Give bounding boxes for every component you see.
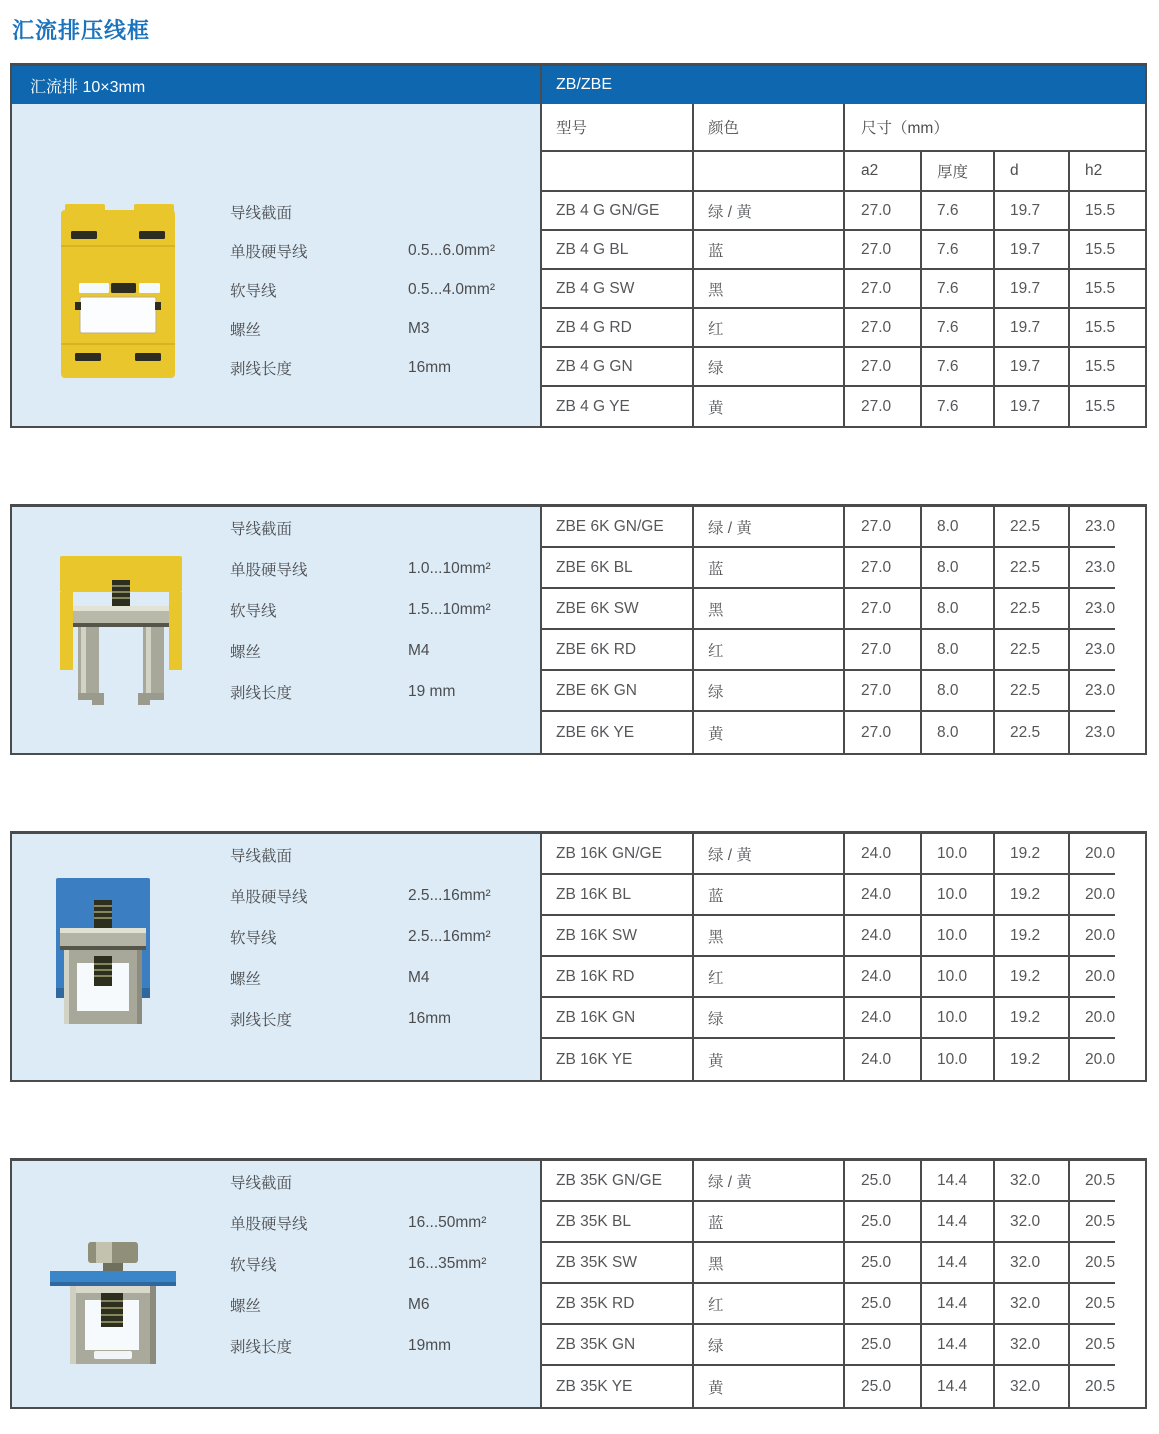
- d-cell: 19.2: [995, 834, 1070, 873]
- blue-cap-metal-clamp-photo: [50, 876, 156, 1034]
- spec-value: 19mm: [408, 1336, 452, 1354]
- spec-row: [230, 589, 532, 630]
- d-cell: 19.7: [995, 270, 1070, 307]
- d-cell: 22.5: [995, 671, 1070, 710]
- d-cell: 22.5: [995, 630, 1070, 669]
- h2-cell: 23.0: [1085, 640, 1116, 658]
- h2-cell: 15.5: [1085, 357, 1116, 375]
- thickness-cell: 7.6: [922, 192, 995, 229]
- thickness-cell: 10.0: [922, 834, 995, 873]
- thickness-cell: 14.4: [922, 1325, 995, 1364]
- color-cell: 蓝: [694, 1202, 845, 1241]
- model-cell: ZB 35K BL: [542, 1202, 694, 1241]
- d-cell: 19.7: [995, 192, 1070, 229]
- spec-value: 19 mm: [408, 682, 456, 700]
- d-cell: 32.0: [995, 1161, 1070, 1200]
- h2-cell: 15.5: [1085, 201, 1116, 219]
- model-cell: ZB 4 G YE: [542, 387, 694, 426]
- a2-cell: 27.0: [845, 548, 922, 587]
- spec-row: [230, 630, 532, 671]
- spec-row: [230, 1202, 532, 1243]
- page-title: 汇流排压线框: [12, 18, 151, 43]
- spec-label: 剥线长度: [230, 1011, 293, 1029]
- model-cell: ZB 16K GN/GE: [542, 834, 694, 873]
- d-cell: 19.7: [995, 348, 1070, 385]
- spec-value: M4: [408, 968, 430, 986]
- a2-cell: 25.0: [845, 1161, 922, 1200]
- a2-cell: 25.0: [845, 1366, 922, 1407]
- series-label: ZB/ZBE: [556, 76, 613, 93]
- color-cell: 黄: [694, 1366, 845, 1407]
- col-header-dimensions: 尺寸（mm）: [861, 120, 949, 137]
- data-rows: [542, 192, 1145, 426]
- spec-label: 软导线: [230, 1256, 277, 1274]
- thickness-cell: 8.0: [922, 671, 995, 710]
- data-rows: [542, 1161, 1115, 1407]
- table-row: [542, 1366, 1115, 1407]
- color-cell: 黄: [694, 1039, 845, 1080]
- table-row: [542, 1325, 1115, 1366]
- spec-list: [230, 834, 532, 1039]
- a2-cell: 27.0: [845, 712, 922, 753]
- color-cell: 蓝: [694, 548, 845, 587]
- d-cell: 19.7: [995, 309, 1070, 346]
- d-cell: 32.0: [995, 1284, 1070, 1323]
- model-cell: ZBE 6K SW: [542, 589, 694, 628]
- col-header-a2: a2: [845, 152, 922, 190]
- a2-cell: 25.0: [845, 1325, 922, 1364]
- h2-cell: 20.5: [1085, 1212, 1116, 1230]
- spec-value: 16...50mm²: [408, 1213, 487, 1231]
- spec-label: 软导线: [230, 282, 277, 300]
- color-cell: 红: [694, 1284, 845, 1323]
- color-cell: 绿: [694, 671, 845, 710]
- empty-cell: [694, 152, 845, 190]
- spec-list: [230, 192, 532, 387]
- a2-cell: 25.0: [845, 1284, 922, 1323]
- thickness-cell: 8.0: [922, 589, 995, 628]
- color-cell: 黑: [694, 1243, 845, 1282]
- model-cell: ZB 16K GN: [542, 998, 694, 1037]
- d-cell: 32.0: [995, 1325, 1070, 1364]
- model-cell: ZB 4 G SW: [542, 270, 694, 307]
- color-cell: 绿: [694, 998, 845, 1037]
- thickness-cell: 7.6: [922, 309, 995, 346]
- thickness-cell: 8.0: [922, 548, 995, 587]
- color-cell: 绿: [694, 1325, 845, 1364]
- spec-value: M3: [408, 319, 430, 337]
- model-cell: ZB 35K RD: [542, 1284, 694, 1323]
- table-row: [542, 1039, 1115, 1080]
- bolt-blue-plate-clamp-photo: [48, 1237, 178, 1379]
- model-cell: ZB 16K SW: [542, 916, 694, 955]
- spec-value: M6: [408, 1295, 430, 1313]
- model-cell: ZB 4 G RD: [542, 309, 694, 346]
- spec-row: [230, 1284, 532, 1325]
- color-cell: 黑: [694, 270, 845, 307]
- spec-label: 螺丝: [230, 970, 262, 988]
- spec-row: [230, 192, 532, 231]
- a2-cell: 27.0: [845, 387, 922, 426]
- spec-row: [230, 548, 532, 589]
- h2-cell: 20.5: [1085, 1377, 1116, 1395]
- a2-cell: 24.0: [845, 957, 922, 996]
- a2-cell: 24.0: [845, 916, 922, 955]
- d-cell: 19.2: [995, 957, 1070, 996]
- model-cell: ZBE 6K YE: [542, 712, 694, 753]
- h2-cell: 20.0: [1085, 1050, 1116, 1068]
- a2-cell: 27.0: [845, 270, 922, 307]
- model-cell: ZB 4 G GN/GE: [542, 192, 694, 229]
- model-cell: ZB 4 G BL: [542, 231, 694, 268]
- table-row: [542, 712, 1115, 753]
- spec-value: 1.5...10mm²: [408, 600, 491, 618]
- yellow-cap-metal-clamp-photo: [58, 552, 184, 718]
- spec-list: [230, 1161, 532, 1366]
- model-cell: ZB 35K GN/GE: [542, 1161, 694, 1200]
- col-header-color: 颜色: [694, 104, 845, 150]
- a2-cell: 25.0: [845, 1202, 922, 1241]
- spec-row: [230, 309, 532, 348]
- spec-row: [230, 231, 532, 270]
- h2-cell: 20.5: [1085, 1253, 1116, 1271]
- color-cell: 黄: [694, 387, 845, 426]
- spec-row: [230, 671, 532, 712]
- spec-label: 单股硬导线: [230, 1215, 308, 1233]
- model-cell: ZBE 6K BL: [542, 548, 694, 587]
- color-cell: 黄: [694, 712, 845, 753]
- model-cell: ZBE 6K RD: [542, 630, 694, 669]
- spec-row: [230, 998, 532, 1039]
- table-row: [542, 348, 1145, 387]
- model-cell: ZBE 6K GN/GE: [542, 507, 694, 546]
- table-row: [542, 1202, 1115, 1243]
- table-title-bar: [12, 66, 1145, 104]
- h2-cell: 20.5: [1085, 1335, 1116, 1353]
- spec-panel: [12, 507, 542, 753]
- spec-row: [230, 348, 532, 387]
- spec-value: 16...35mm²: [408, 1254, 487, 1272]
- thickness-cell: 14.4: [922, 1366, 995, 1407]
- spec-value: 1.0...10mm²: [408, 559, 491, 577]
- table-row: [542, 548, 1115, 589]
- h2-cell: 20.0: [1085, 1008, 1116, 1026]
- spec-value: M4: [408, 641, 430, 659]
- color-cell: 绿 / 黄: [694, 192, 845, 229]
- spec-value: 2.5...16mm²: [408, 927, 491, 945]
- d-cell: 19.2: [995, 875, 1070, 914]
- spec-label: 单股硬导线: [230, 561, 308, 579]
- table-row: [542, 1243, 1115, 1284]
- a2-cell: 24.0: [845, 998, 922, 1037]
- color-cell: 绿 / 黄: [694, 507, 845, 546]
- table-row: [542, 671, 1115, 712]
- spec-panel: [12, 834, 542, 1080]
- h2-cell: 23.0: [1085, 723, 1116, 741]
- spec-panel: [12, 1161, 542, 1407]
- spec-value: 0.5...6.0mm²: [408, 241, 495, 259]
- d-cell: 19.7: [995, 231, 1070, 268]
- spec-value: 0.5...4.0mm²: [408, 280, 495, 298]
- spec-label: 剥线长度: [230, 360, 293, 378]
- table-row: [542, 309, 1145, 348]
- h2-cell: 20.0: [1085, 967, 1116, 985]
- table-row: [542, 834, 1115, 875]
- busbar-size-label: 汇流排 10×3mm: [12, 66, 542, 104]
- a2-cell: 27.0: [845, 231, 922, 268]
- color-cell: 蓝: [694, 875, 845, 914]
- d-cell: 22.5: [995, 589, 1070, 628]
- table-row: [542, 998, 1115, 1039]
- d-cell: 19.2: [995, 916, 1070, 955]
- yellow-terminal-clamp-photo: [58, 204, 178, 382]
- col-header-model: 型号: [542, 104, 694, 150]
- h2-cell: 23.0: [1085, 599, 1116, 617]
- spec-label: 导线截面: [230, 847, 293, 865]
- a2-cell: 27.0: [845, 630, 922, 669]
- thickness-cell: 8.0: [922, 507, 995, 546]
- model-cell: ZB 16K BL: [542, 875, 694, 914]
- spec-value: 2.5...16mm²: [408, 886, 491, 904]
- product-section-zb35k: [10, 1158, 1147, 1409]
- table-row: [542, 957, 1115, 998]
- spec-label: 螺丝: [230, 321, 262, 339]
- thickness-cell: 7.6: [922, 348, 995, 385]
- spec-list: [230, 507, 532, 712]
- table-row: [542, 630, 1115, 671]
- spec-row: [230, 1243, 532, 1284]
- a2-cell: 24.0: [845, 875, 922, 914]
- thickness-cell: 14.4: [922, 1202, 995, 1241]
- table-row: [542, 507, 1115, 548]
- spec-row: [230, 916, 532, 957]
- a2-cell: 24.0: [845, 834, 922, 873]
- h2-cell: 20.5: [1085, 1171, 1116, 1189]
- a2-cell: 25.0: [845, 1243, 922, 1282]
- spec-row: [230, 1325, 532, 1366]
- thickness-cell: 7.6: [922, 387, 995, 426]
- a2-cell: 27.0: [845, 348, 922, 385]
- spec-label: 剥线长度: [230, 684, 293, 702]
- h2-cell: 23.0: [1085, 681, 1116, 699]
- empty-cell: [542, 152, 694, 190]
- thickness-cell: 10.0: [922, 1039, 995, 1080]
- color-cell: 红: [694, 957, 845, 996]
- color-cell: 黑: [694, 916, 845, 955]
- thickness-cell: 14.4: [922, 1243, 995, 1282]
- h2-cell: 20.0: [1085, 844, 1116, 862]
- spec-label: 螺丝: [230, 1297, 262, 1315]
- a2-cell: 27.0: [845, 309, 922, 346]
- d-cell: 19.2: [995, 1039, 1070, 1080]
- model-cell: ZB 35K GN: [542, 1325, 694, 1364]
- data-rows: [542, 834, 1115, 1080]
- h2-cell: 23.0: [1085, 517, 1116, 535]
- table-row: [542, 1284, 1115, 1325]
- color-cell: 绿: [694, 348, 845, 385]
- thickness-cell: 10.0: [922, 998, 995, 1037]
- table-row: [542, 387, 1145, 426]
- product-section-zb16k: [10, 831, 1147, 1082]
- h2-cell: 15.5: [1085, 279, 1116, 297]
- thickness-cell: 10.0: [922, 916, 995, 955]
- d-cell: 32.0: [995, 1243, 1070, 1282]
- product-section-zbe6k: [10, 504, 1147, 755]
- spec-value: 16mm: [408, 1009, 452, 1027]
- thickness-cell: 10.0: [922, 875, 995, 914]
- table-row: [542, 270, 1145, 309]
- spec-label: 软导线: [230, 602, 277, 620]
- table-row: [542, 589, 1115, 630]
- table-row: [542, 192, 1145, 231]
- thickness-cell: 10.0: [922, 957, 995, 996]
- spec-label: 软导线: [230, 929, 277, 947]
- model-cell: ZB 16K RD: [542, 957, 694, 996]
- model-cell: ZB 35K SW: [542, 1243, 694, 1282]
- color-cell: 蓝: [694, 231, 845, 268]
- h2-cell: 15.5: [1085, 397, 1116, 415]
- a2-cell: 27.0: [845, 589, 922, 628]
- col-header-d: d: [995, 152, 1070, 190]
- spec-label: 导线截面: [230, 520, 293, 538]
- spec-label: 单股硬导线: [230, 888, 308, 906]
- a2-cell: 27.0: [845, 671, 922, 710]
- spec-panel: [12, 104, 542, 426]
- table-row: [542, 1161, 1115, 1202]
- color-cell: 红: [694, 309, 845, 346]
- spec-value: 16mm: [408, 358, 452, 376]
- spec-row: [230, 834, 532, 875]
- d-cell: 32.0: [995, 1366, 1070, 1407]
- color-cell: 绿 / 黄: [694, 1161, 845, 1200]
- spec-label: 导线截面: [230, 1174, 293, 1192]
- thickness-cell: 14.4: [922, 1284, 995, 1323]
- h2-cell: 20.0: [1085, 926, 1116, 944]
- h2-cell: 20.5: [1085, 1294, 1116, 1312]
- color-cell: 绿 / 黄: [694, 834, 845, 873]
- spec-row: [230, 507, 532, 548]
- color-cell: 黑: [694, 589, 845, 628]
- spec-label: 螺丝: [230, 643, 262, 661]
- spec-label: 剥线长度: [230, 1338, 293, 1356]
- thickness-cell: 14.4: [922, 1161, 995, 1200]
- col-header-h2: h2: [1085, 162, 1103, 179]
- h2-cell: 15.5: [1085, 240, 1116, 258]
- model-cell: ZBE 6K GN: [542, 671, 694, 710]
- h2-cell: 15.5: [1085, 318, 1116, 336]
- d-cell: 32.0: [995, 1202, 1070, 1241]
- spec-row: [230, 957, 532, 998]
- spec-label: 导线截面: [230, 204, 293, 222]
- data-rows: [542, 507, 1115, 753]
- h2-cell: 20.0: [1085, 885, 1116, 903]
- spec-row: [230, 1161, 532, 1202]
- product-section-zb4: [10, 63, 1147, 428]
- model-cell: ZB 35K YE: [542, 1366, 694, 1407]
- d-cell: 22.5: [995, 548, 1070, 587]
- model-cell: ZB 16K YE: [542, 1039, 694, 1080]
- spec-label: 单股硬导线: [230, 243, 308, 261]
- thickness-cell: 7.6: [922, 231, 995, 268]
- thickness-cell: 7.6: [922, 270, 995, 307]
- d-cell: 19.2: [995, 998, 1070, 1037]
- table-row: [542, 231, 1145, 270]
- d-cell: 22.5: [995, 507, 1070, 546]
- col-header-thickness: 厚度: [922, 152, 995, 190]
- d-cell: 22.5: [995, 712, 1070, 753]
- color-cell: 红: [694, 630, 845, 669]
- thickness-cell: 8.0: [922, 630, 995, 669]
- a2-cell: 24.0: [845, 1039, 922, 1080]
- table-row: [542, 875, 1115, 916]
- h2-cell: 23.0: [1085, 558, 1116, 576]
- model-cell: ZB 4 G GN: [542, 348, 694, 385]
- a2-cell: 27.0: [845, 192, 922, 229]
- spec-row: [230, 875, 532, 916]
- spec-row: [230, 270, 532, 309]
- d-cell: 19.7: [995, 387, 1070, 426]
- table-row: [542, 916, 1115, 957]
- thickness-cell: 8.0: [922, 712, 995, 753]
- a2-cell: 27.0: [845, 507, 922, 546]
